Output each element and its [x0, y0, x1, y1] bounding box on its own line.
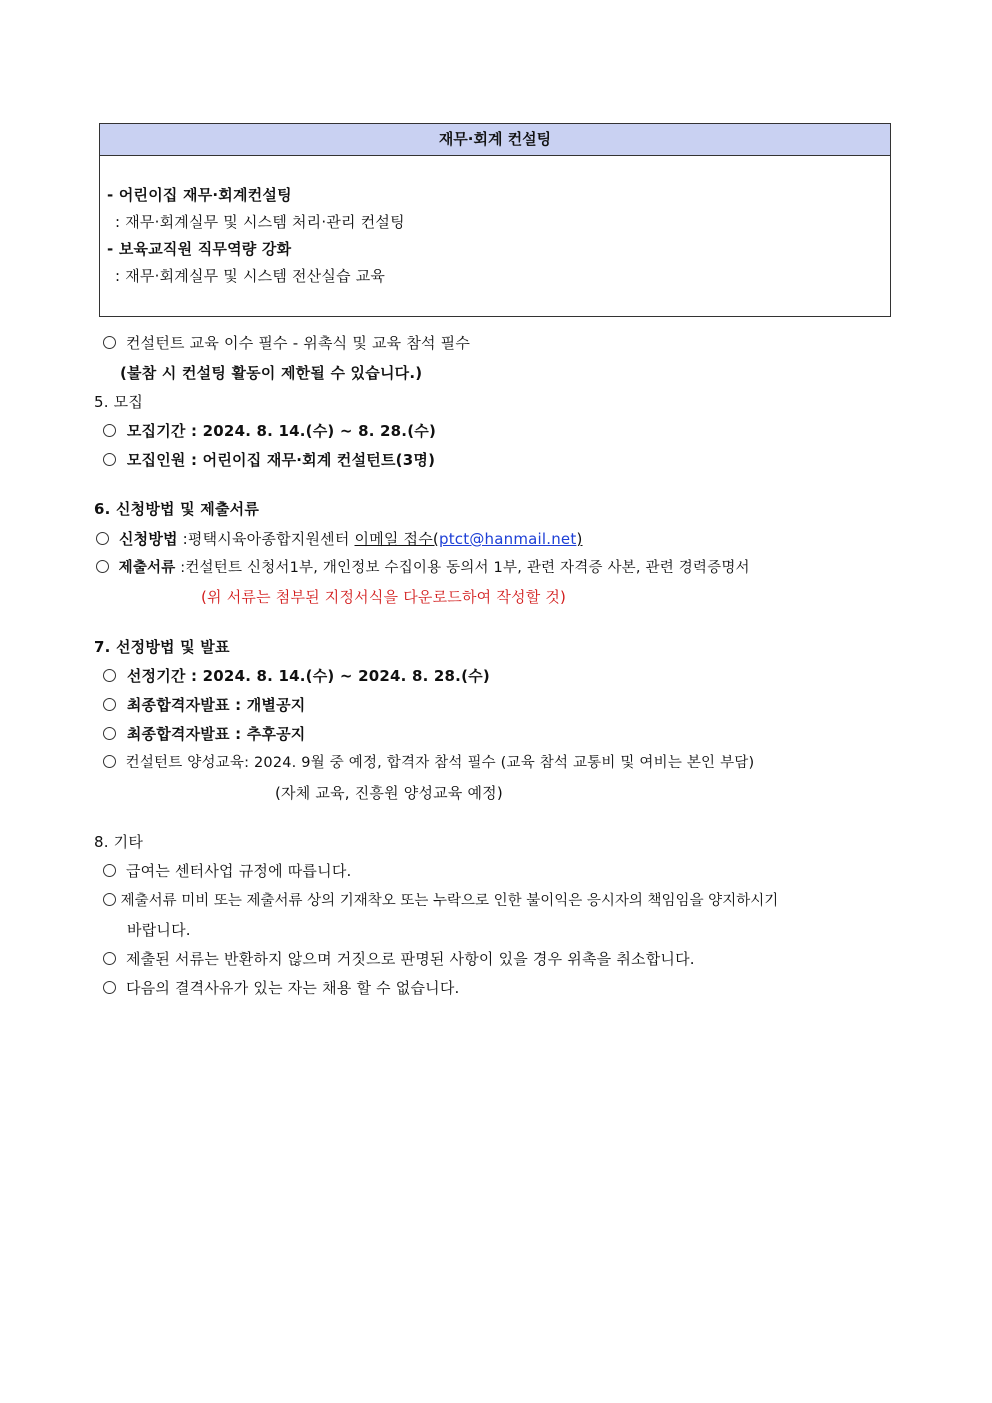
etc-item-4	[103, 978, 459, 998]
box-title: 재무·회계 컨설팅	[100, 124, 890, 156]
recruit-period	[103, 421, 436, 441]
circle-bullet-icon	[103, 864, 116, 877]
section-5-heading: 5. 모집	[94, 393, 144, 411]
circle-bullet-icon	[96, 532, 109, 545]
circle-bullet-icon	[103, 336, 116, 349]
box-line-1: - 어린이집 재무·회계컨설팅	[107, 186, 292, 204]
select-period	[103, 666, 490, 686]
apply-method-text: :평택시육아종합지원센터	[182, 530, 355, 548]
recruit-period-text: 모집기간 : 2024. 8. 14.(수) ~ 8. 28.(수)	[126, 422, 437, 440]
circle-bullet-icon	[103, 727, 116, 740]
etc-item-3	[103, 949, 695, 969]
training-text: 컨설턴트 양성교육: 2024. 9월 중 예정, 합격자 참석 필수 (교육 참석 교통비 및 여비는 본인 부담)	[125, 755, 755, 771]
submit-docs-label: 제출서류	[118, 560, 176, 576]
section-6-heading: 6. 신청방법 및 제출서류	[94, 500, 260, 518]
box-line-3: - 보육교직원 직무역량 강화	[107, 240, 292, 258]
circle-bullet-icon	[103, 755, 116, 768]
training	[103, 753, 754, 773]
apply-method-label: 신청방법	[118, 530, 178, 548]
final-announce-1-text: 최종합격자발표 : 개별공지	[126, 696, 306, 714]
etc-item-2	[103, 891, 778, 911]
intro-line-2: (불참 시 컨설팅 활동이 제한될 수 있습니다.)	[120, 364, 423, 382]
email-close: )	[576, 530, 583, 548]
etc-item-1-text: 급여는 센터사업 규정에 따릅니다.	[125, 862, 352, 880]
final-announce-1	[103, 695, 306, 715]
circle-bullet-icon	[103, 952, 116, 965]
submit-docs	[96, 558, 750, 578]
recruit-count-text: 모집인원 : 어린이집 재무·회계 컨설턴트(3명)	[126, 451, 436, 469]
submit-docs-note: (위 서류는 첨부된 지정서식을 다운로드하여 작성할 것)	[201, 588, 567, 606]
email-label: 이메일 접수(	[354, 530, 439, 548]
section-7-heading: 7. 선정방법 및 발표	[94, 638, 230, 656]
circle-bullet-icon	[103, 981, 116, 994]
submit-docs-text: :컨설턴트 신청서1부, 개인정보 수집이용 동의서 1부, 관련 자격증 사본, 관련 경력증명서	[180, 560, 750, 576]
etc-item-3-text: 제출된 서류는 반환하지 않으며 거짓으로 판명된 사항이 있을 경우 위촉을 취소합니다.	[125, 950, 695, 968]
circle-bullet-icon	[103, 893, 116, 906]
etc-item-4-text: 다음의 결격사유가 있는 자는 채용 할 수 없습니다.	[125, 979, 460, 997]
recruit-count	[103, 450, 435, 470]
final-announce-2-text: 최종합격자발표 : 추후공지	[126, 725, 306, 743]
final-announce-2	[103, 724, 306, 744]
intro-line-1: 컨설턴트 교육 이수 필수 - 위촉식 및 교육 참석 필수	[125, 334, 471, 352]
training-note: (자체 교육, 진흥원 양성교육 예정)	[275, 784, 503, 802]
circle-bullet-icon	[103, 453, 116, 466]
circle-bullet-icon	[96, 560, 109, 573]
email-link[interactable]: ptct@hanmail.net	[438, 530, 577, 548]
etc-item-2-text: 제출서류 미비 또는 제출서류 상의 기재착오 또는 누락으로 인한 불이익은 응시자의 책임임을 양지하시기	[120, 893, 779, 909]
etc-item-2-cont: 바랍니다.	[127, 921, 191, 939]
box-line-2: : 재무·회계실무 및 시스템 처리·관리 컨설팅	[115, 213, 405, 231]
section-8-heading: 8. 기타	[94, 833, 144, 851]
circle-bullet-icon	[103, 669, 116, 682]
etc-item-1	[103, 861, 351, 881]
box-line-4: : 재무·회계실무 및 시스템 전산실습 교육	[115, 267, 386, 285]
select-period-text: 선정기간 : 2024. 8. 14.(수) ~ 2024. 8. 28.(수)	[126, 667, 490, 685]
apply-method	[96, 529, 583, 549]
intro-item	[103, 333, 470, 353]
circle-bullet-icon	[103, 424, 116, 437]
circle-bullet-icon	[103, 698, 116, 711]
